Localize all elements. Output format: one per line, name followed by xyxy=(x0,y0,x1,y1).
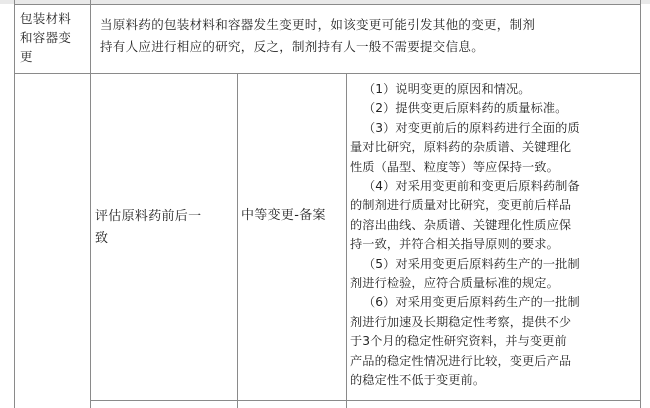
row2-condition-line: 评估原料药前后一 xyxy=(95,209,202,224)
row-divider-2 xyxy=(90,400,640,401)
col-line-left xyxy=(14,0,15,408)
table-border-top xyxy=(14,4,640,5)
req-line: （1）说明变更的原因和情况。 xyxy=(363,82,531,96)
req-line: 剂进行检验，应符合质量标准的规定。 xyxy=(350,276,559,291)
col-line-right xyxy=(640,0,641,408)
req-line: 量对比研究，原料药的杂质谱、关键理化 xyxy=(350,140,572,155)
req-line: 剂进行加速及长期稳定性考察，提供不少 xyxy=(350,314,572,329)
row2-category xyxy=(241,206,326,226)
col-line-2 xyxy=(237,73,238,408)
row1-label-line: 包装材料 xyxy=(20,11,72,26)
req-line: （4）对采用变更前和变更后原料药制备 xyxy=(363,179,580,194)
row1-label-line: 更 xyxy=(20,49,33,64)
row1-content-line: 当原料药的包装材料和容器发生变更时，如该变更可能引发其他的变更，制剂 xyxy=(100,17,536,32)
req-line: （2）提供变更后原料药的质量标准。 xyxy=(363,101,568,116)
row-divider-1 xyxy=(14,73,640,74)
col-line-1 xyxy=(90,0,91,408)
row2-condition xyxy=(95,206,201,250)
row2-category-text: 中等变更-备案 xyxy=(241,208,326,223)
row1-label-line: 和容器变 xyxy=(20,30,72,45)
req-line: 性质（晶型、粒度等）等应保持一致。 xyxy=(350,159,559,174)
req-line: 的溶出曲线、杂质谱、关键理化性质应保 xyxy=(350,217,572,232)
req-line: 于3个月的稳定性研究资料，并与变更前 xyxy=(350,334,567,349)
req-line: （3）对变更前后的原料药进行全面的质 xyxy=(363,120,580,135)
req-line: 产品的稳定性情况进行比较，变更后产品 xyxy=(350,353,572,368)
req-line: 的稳定性不低于变更前。 xyxy=(350,373,486,388)
req-line: （5）对采用变更后原料药生产的一批制 xyxy=(363,256,580,271)
col-line-3 xyxy=(346,73,347,408)
row1-content xyxy=(100,14,535,58)
req-line: 的制剂进行质量对比研究，变更前后样品 xyxy=(350,198,572,213)
req-line: 持一致，并符合相关指导原则的要求。 xyxy=(350,237,559,252)
row1-content-line: 持有人应进行相应的研究，反之，制剂持有人一般不需要提交信息。 xyxy=(100,39,485,54)
row2-requirements xyxy=(350,80,580,391)
row1-label xyxy=(20,9,71,66)
req-line: （6）对采用变更后原料药生产的一批制 xyxy=(363,295,580,310)
row2-condition-line: 致 xyxy=(95,231,109,246)
